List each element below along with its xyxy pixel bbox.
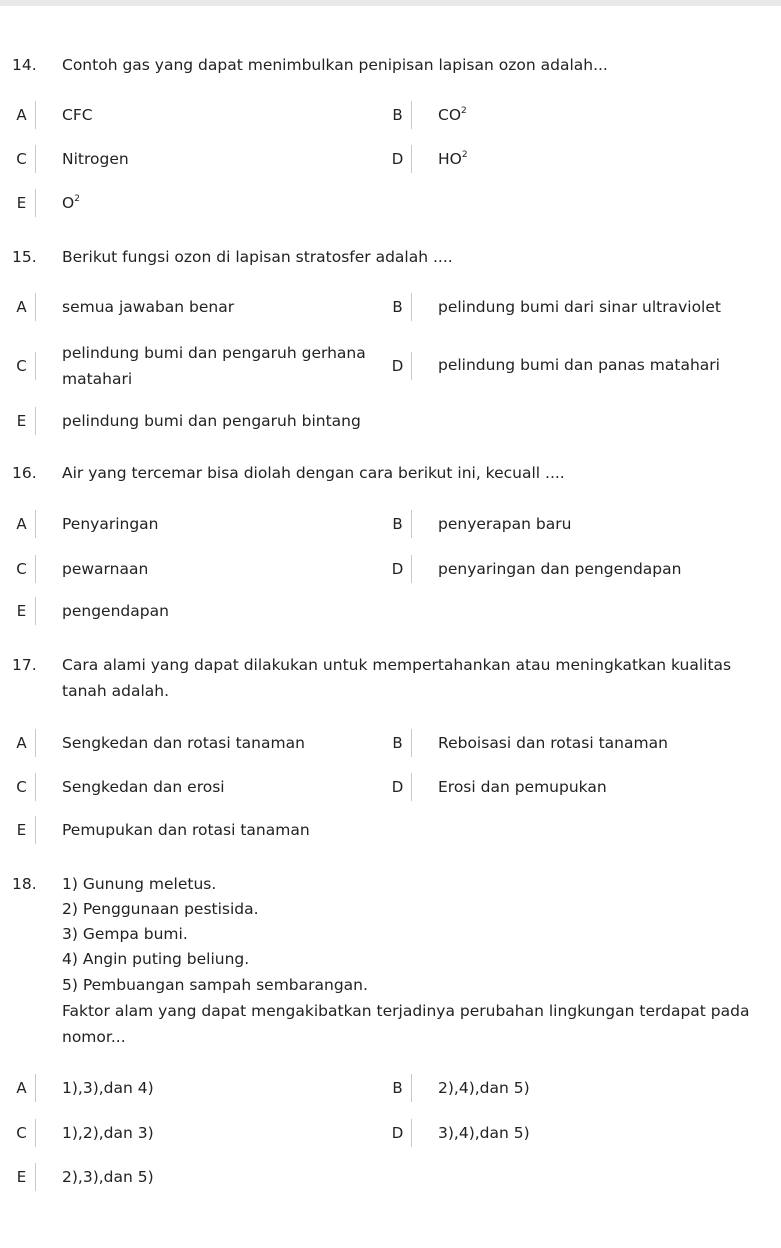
- q17-option-a-letter[interactable]: A: [8, 729, 36, 757]
- q14-option-a-text[interactable]: CFC: [62, 106, 93, 124]
- q16-option-e-letter[interactable]: E: [8, 597, 36, 625]
- q14-option-e-formula: O: [62, 194, 75, 212]
- q17-option-e-letter[interactable]: E: [8, 816, 36, 844]
- q16-option-c-text[interactable]: pewarnaan: [62, 560, 149, 578]
- q17-option-d-letter[interactable]: D: [384, 773, 412, 801]
- q17-option-c-text[interactable]: Sengkedan dan erosi: [62, 778, 225, 796]
- question-18-statement-5: 5) Pembuangan sampah sembarangan.: [62, 976, 368, 994]
- q15-option-b-letter[interactable]: B: [384, 293, 412, 321]
- top-divider: [0, 0, 781, 6]
- q16-option-d-letter[interactable]: D: [384, 555, 412, 583]
- q14-option-d-letter[interactable]: D: [384, 145, 412, 173]
- question-16-number: 16.: [12, 464, 37, 482]
- q15-option-e-letter[interactable]: E: [8, 407, 36, 435]
- q15-option-c-text[interactable]: pelindung bumi dan pengaruh gerhana matahari: [62, 344, 366, 388]
- q17-option-a-text[interactable]: Sengkedan dan rotasi tanaman: [62, 734, 305, 752]
- q18-option-d-text[interactable]: 3),4),dan 5): [438, 1124, 530, 1142]
- q18-option-e-letter[interactable]: E: [8, 1163, 36, 1191]
- q18-option-a-text[interactable]: 1),3),dan 4): [62, 1079, 154, 1097]
- q15-option-d-text[interactable]: pelindung bumi dan panas matahari: [438, 356, 720, 374]
- question-15-number: 15.: [12, 248, 37, 266]
- q15-option-e-text[interactable]: pelindung bumi dan pengaruh bintang: [62, 412, 361, 430]
- q16-option-a-text[interactable]: Penyaringan: [62, 515, 159, 533]
- q16-option-e-text[interactable]: pengendapan: [62, 602, 169, 620]
- question-14-number: 14.: [12, 56, 37, 74]
- q18-option-c-text[interactable]: 1),2),dan 3): [62, 1124, 154, 1142]
- q14-option-d-formula: HO: [438, 150, 462, 168]
- q14-option-d-text[interactable]: [438, 146, 758, 172]
- q16-option-b-letter[interactable]: B: [384, 510, 412, 538]
- question-16-text: Air yang tercemar bisa diolah dengan cara berikut ini, kecuall ....: [62, 464, 565, 482]
- q18-option-b-text[interactable]: 2),4),dan 5): [438, 1079, 530, 1097]
- question-14-text: Contoh gas yang dapat menimbulkan penipisan lapisan ozon adalah...: [62, 56, 608, 74]
- q15-option-a-letter[interactable]: A: [8, 293, 36, 321]
- q14-option-b-text[interactable]: [438, 102, 758, 128]
- q16-option-c-letter[interactable]: C: [8, 555, 36, 583]
- q14-option-b-superscript: 2: [461, 106, 467, 116]
- q14-option-e-letter[interactable]: E: [8, 189, 36, 217]
- q14-option-e-text[interactable]: [62, 190, 382, 216]
- q14-option-c-letter[interactable]: C: [8, 145, 36, 173]
- q18-option-d-letter[interactable]: D: [384, 1119, 412, 1147]
- question-18-number: 18.: [12, 875, 37, 893]
- q14-option-d-superscript: 2: [461, 150, 468, 160]
- q15-option-d-letter[interactable]: D: [384, 352, 412, 380]
- q17-option-b-letter[interactable]: B: [384, 729, 412, 757]
- q18-option-e-text[interactable]: 2),3),dan 5): [62, 1168, 154, 1186]
- q17-option-b-text[interactable]: Reboisasi dan rotasi tanaman: [438, 734, 668, 752]
- q14-option-e-superscript: 2: [74, 194, 80, 204]
- q15-option-c-letter[interactable]: C: [8, 352, 36, 380]
- q18-option-c-letter[interactable]: C: [8, 1119, 36, 1147]
- question-18-statement-1: 1) Gunung meletus.: [62, 875, 217, 893]
- question-15-text: Berikut fungsi ozon di lapisan stratosfer adalah ....: [62, 248, 453, 266]
- q14-option-b-letter[interactable]: B: [384, 101, 412, 129]
- question-18-statement-3: 3) Gempa bumi.: [62, 925, 188, 943]
- q18-option-a-letter[interactable]: A: [8, 1074, 36, 1102]
- q17-option-d-text[interactable]: Erosi dan pemupukan: [438, 778, 607, 796]
- q16-option-a-letter[interactable]: A: [8, 510, 36, 538]
- q16-option-d-text[interactable]: penyaringan dan pengendapan: [438, 560, 682, 578]
- q16-option-b-text[interactable]: penyerapan baru: [438, 515, 572, 533]
- q15-option-b-text[interactable]: pelindung bumi dari sinar ultraviolet: [438, 298, 721, 316]
- q18-option-b-letter[interactable]: B: [384, 1074, 412, 1102]
- q17-option-e-text[interactable]: Pemupukan dan rotasi tanaman: [62, 821, 310, 839]
- question-17-number: 17.: [12, 656, 37, 674]
- q17-option-c-letter[interactable]: C: [8, 773, 36, 801]
- question-18-text: Faktor alam yang dapat mengakibatkan terjadinya perubahan lingkungan terdapat pada nomor...: [62, 1002, 750, 1046]
- question-18-statement-2: 2) Penggunaan pestisida.: [62, 900, 259, 918]
- q14-option-a-letter[interactable]: A: [8, 101, 36, 129]
- question-18-statement-4: 4) Angin puting beliung.: [62, 950, 250, 968]
- q14-option-c-text[interactable]: Nitrogen: [62, 150, 129, 168]
- question-17-text: Cara alami yang dapat dilakukan untuk mempertahankan atau meningkatkan kualitas tanah adalah.: [62, 656, 732, 700]
- q14-option-b-formula: CO: [438, 106, 462, 124]
- q15-option-a-text[interactable]: semua jawaban benar: [62, 298, 235, 316]
